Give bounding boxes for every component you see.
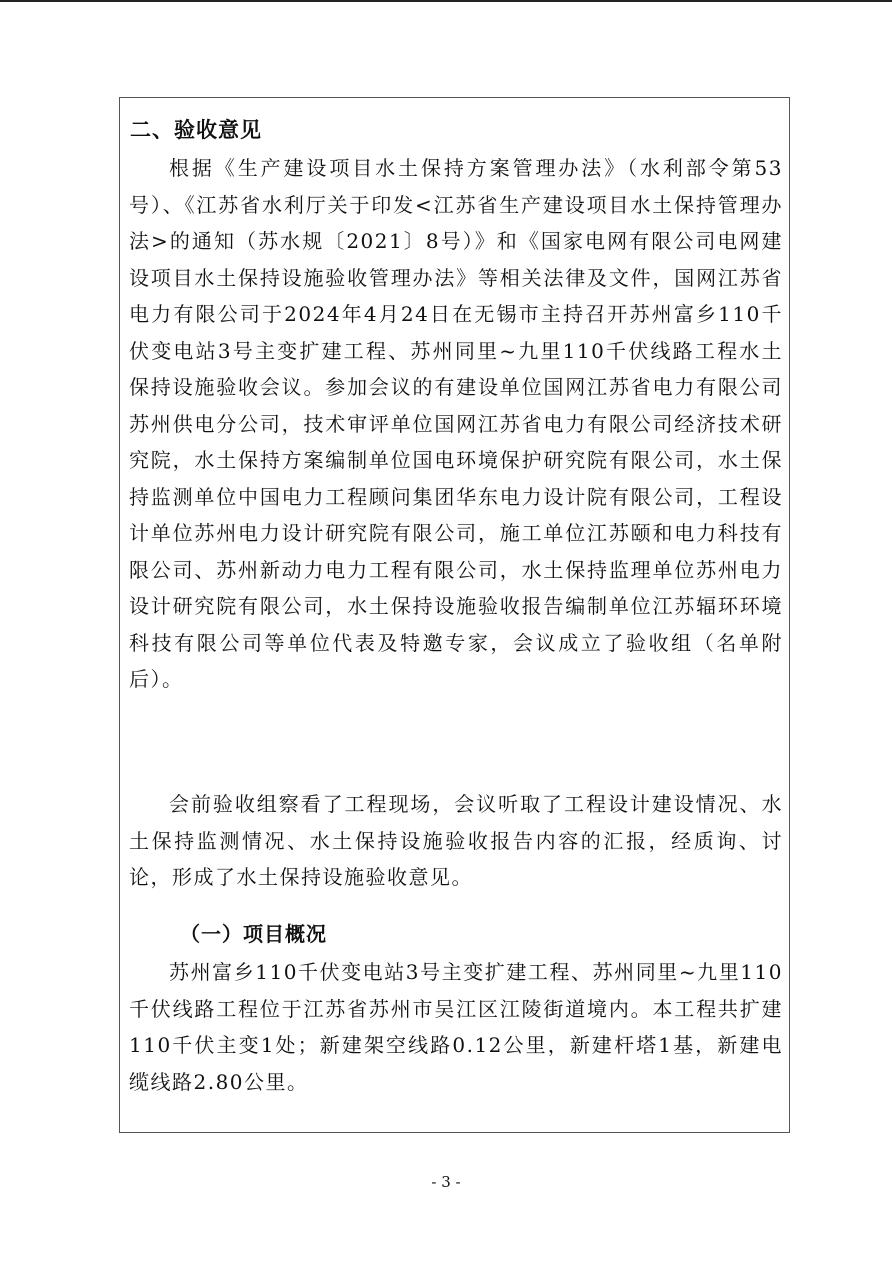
- document-frame: [119, 97, 790, 1133]
- paragraph-process: 会前验收组察看了工程现场，会议听取了工程设计建设情况、水土保持监测情况、水土保持设施验收报告内容的汇报，经质询、讨论，形成了水土保持设施验收意见。: [129, 792, 783, 889]
- top-border-line: [0, 0, 892, 2]
- subsection-heading: （一）项目概况: [180, 922, 327, 946]
- section-heading: 二、验收意见: [130, 117, 262, 142]
- paragraph-basis: 根据《生产建设项目水土保持方案管理办法》（水利部令第53号）、《江苏省水利厅关于印发<江苏省生产建设项目水土保持管理办法>的通知（苏水规〔2021〕8号）》和《国家电网有限公司电网建设项目水土保持设施验收管理办法》等相关法律及文件，国网江苏省电力有限公司于2024年4月24日在无锡市主持召开苏州富乡110千伏变电站3号主变扩建工程、苏州同里~九里110千伏线路工程水土保持设施验收会议。参加会议的有建设单位国网江苏省电力有限公司苏州供电分公司，技术审评单位国网江苏省电力有限公司经济技术研究院，水土保持方案编制单位国电环境保护研究院有限公司，水土保持监测单位中国电力工程顾问集团华东电力设计院有限公司，工程设计单位苏州电力设计研究院有限公司，施工单位江苏颐和电力科技有限公司、苏州新动力电力工程有限公司，水土保持监理单位苏州电力设计研究院有限公司，水土保持设施验收报告编制单位江苏辐环环境科技有限公司等单位代表及特邀专家，会议成立了验收组（名单附后）。: [129, 156, 783, 691]
- paragraph-overview: 苏州富乡110千伏变电站3号主变扩建工程、苏州同里~九里110千伏线路工程位于江苏省苏州市吴江区江陵街道境内。本工程共扩建110千伏主变1处；新建架空线路0.12公里，新建杆塔1基，新建电缆线路2.80公里。: [129, 960, 783, 1094]
- page-number: - 3 -: [431, 1173, 461, 1191]
